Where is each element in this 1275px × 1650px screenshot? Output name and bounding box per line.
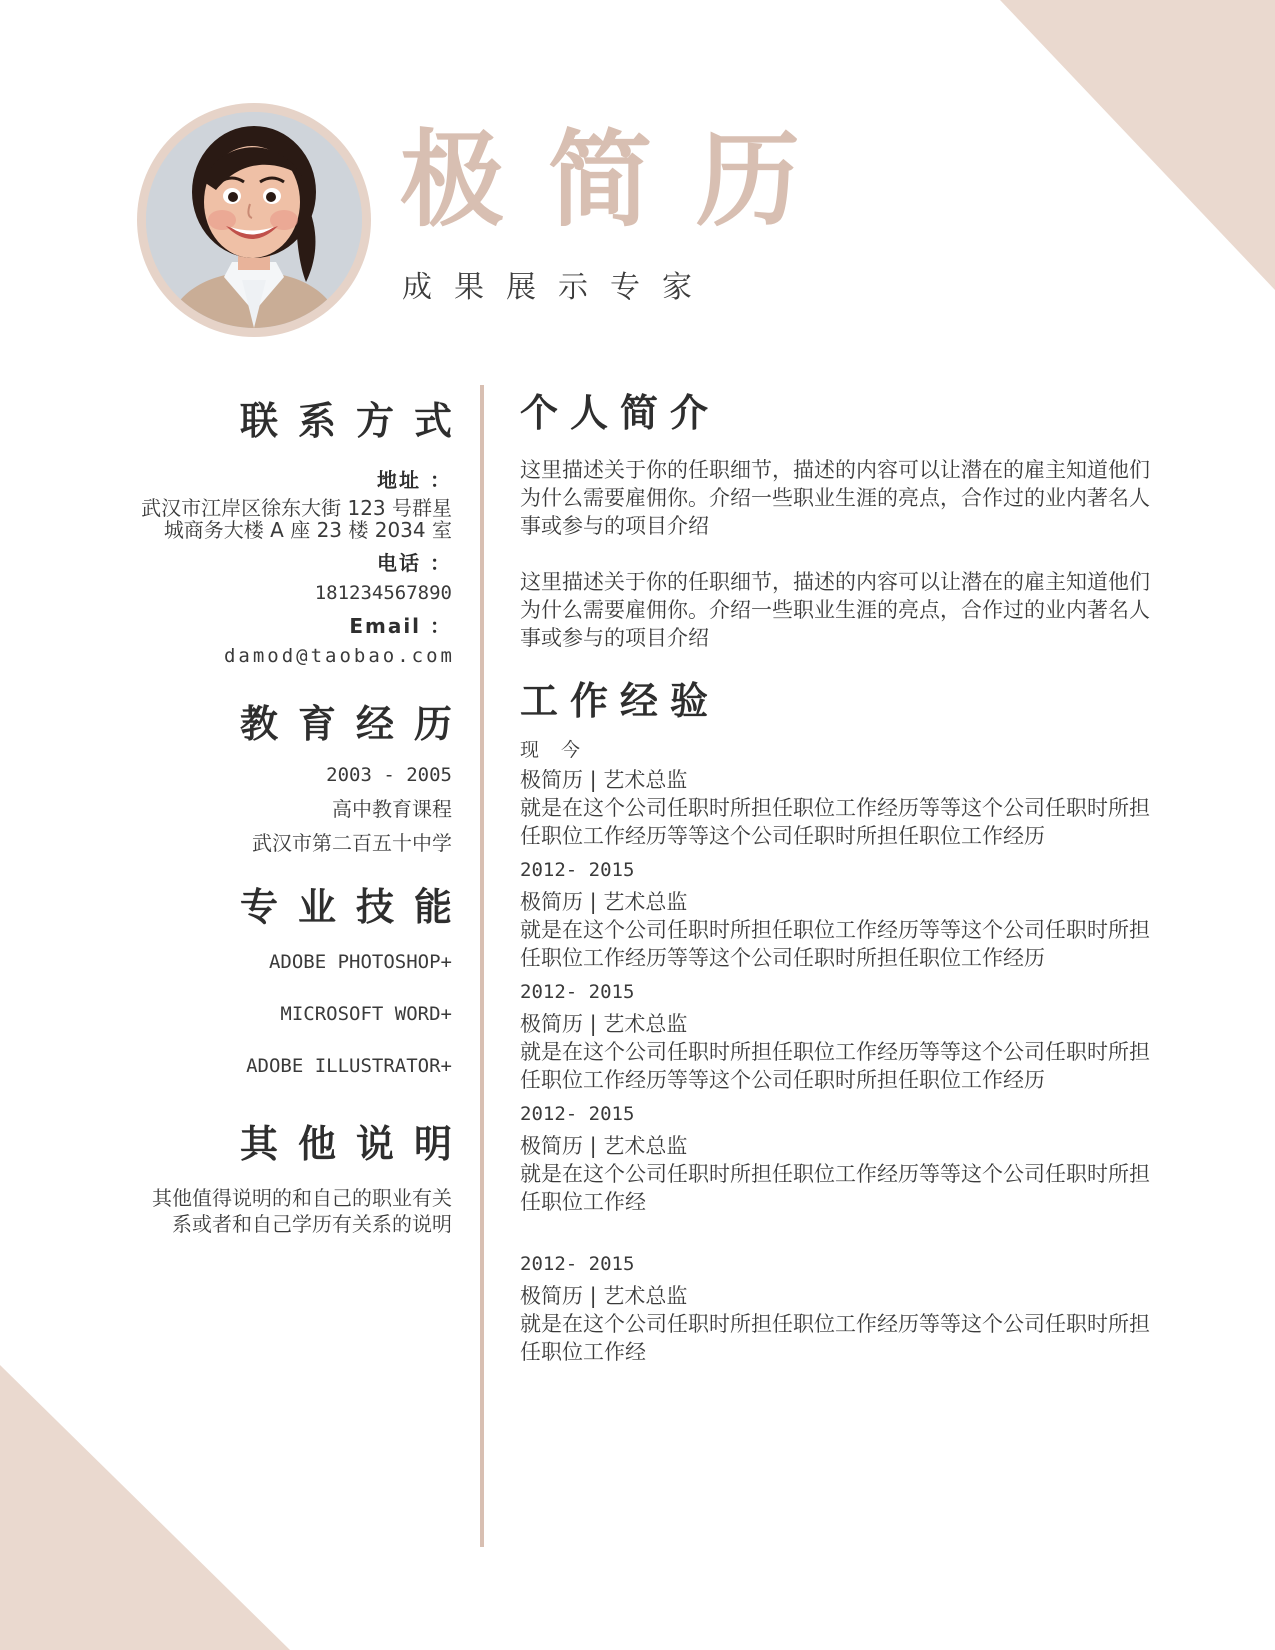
other-title: 其他说明 bbox=[239, 1122, 472, 1166]
job-title: 极简历 | 艺术总监 bbox=[520, 1284, 688, 1308]
skill-item: ADOBE PHOTOSHOP+ bbox=[268, 951, 452, 973]
work-section bbox=[520, 679, 1160, 1366]
job-description: 就是在这个公司任职时所担任职位工作经历等等这个公司任职时所担任职位工作经历等等这个公司任职时所担任职位工作经历 bbox=[520, 1040, 1150, 1092]
resume-name: 极简历 bbox=[400, 119, 845, 241]
job-date: 2012- 2015 bbox=[520, 981, 635, 1003]
contact-section bbox=[90, 399, 472, 667]
education-school: 武汉市第二百五十中学 bbox=[252, 831, 452, 855]
skill-item: ADOBE ILLUSTRATOR+ bbox=[246, 1055, 452, 1077]
education-section bbox=[90, 702, 472, 857]
job-entry bbox=[520, 856, 1160, 972]
job-title: 极简历 | 艺术总监 bbox=[520, 1134, 688, 1158]
job-entry bbox=[520, 736, 1160, 850]
resume-subtitle: 成果展示专家 bbox=[402, 270, 714, 305]
skill-item: MICROSOFT WORD+ bbox=[280, 1003, 452, 1025]
job-entry bbox=[520, 978, 1160, 1094]
job-date: 2012- 2015 bbox=[520, 1253, 635, 1275]
other-line2: 系或者和自己学历有关系的说明 bbox=[172, 1212, 452, 1236]
education-years: 2003 - 2005 bbox=[326, 764, 452, 786]
profile-paragraph: 这里描述关于你的任职细节，描述的内容可以让潜在的雇主知道他们为什么需要雇佣你。介绍一些职业生涯的亮点，合作过的业内著名人事或参与的项目介绍 bbox=[520, 458, 1150, 538]
skills-section bbox=[90, 885, 472, 1080]
phone-label: 电话 ： bbox=[377, 551, 452, 575]
job-entry bbox=[520, 1100, 1160, 1216]
profile-section bbox=[520, 391, 1160, 652]
job-description: 就是在这个公司任职时所担任职位工作经历等等这个公司任职时所担任职位工作经 bbox=[520, 1312, 1150, 1364]
job-description: 就是在这个公司任职时所担任职位工作经历等等这个公司任职时所担任职位工作经历等等这个公司任职时所担任职位工作经历 bbox=[520, 796, 1150, 848]
profile-paragraph: 这里描述关于你的任职细节，描述的内容可以让潜在的雇主知道他们为什么需要雇佣你。介绍一些职业生涯的亮点，合作过的业内著名人事或参与的项目介绍 bbox=[520, 570, 1150, 650]
column-divider bbox=[480, 385, 484, 1547]
job-date: 2012- 2015 bbox=[520, 1103, 635, 1125]
other-line1: 其他值得说明的和自己的职业有关 bbox=[152, 1186, 452, 1210]
profile-title: 个人简介 bbox=[520, 391, 721, 435]
education-course: 高中教育课程 bbox=[332, 797, 452, 821]
job-description: 就是在这个公司任职时所担任职位工作经历等等这个公司任职时所担任职位工作经 bbox=[520, 1162, 1150, 1214]
job-title: 极简历 | 艺术总监 bbox=[520, 890, 688, 914]
job-description: 就是在这个公司任职时所担任职位工作经历等等这个公司任职时所担任职位工作经历等等这个公司任职时所担任职位工作经历 bbox=[520, 918, 1150, 970]
email-value: damod@taobao.com bbox=[223, 645, 455, 667]
job-title: 极简历 | 艺术总监 bbox=[520, 1012, 688, 1036]
job-date: 2012- 2015 bbox=[520, 859, 635, 881]
skills-title: 专业技能 bbox=[239, 885, 472, 929]
job-entry bbox=[520, 1250, 1160, 1366]
job-date: 现 今 bbox=[520, 739, 589, 761]
education-title: 教育经历 bbox=[239, 702, 472, 746]
work-title: 工作经验 bbox=[520, 679, 721, 723]
email-label: Email ： bbox=[349, 614, 452, 638]
address-line2: 城商务大楼 A 座 23 楼 2034 室 bbox=[163, 518, 452, 542]
address-label: 地址 ： bbox=[377, 468, 452, 492]
phone-value: 181234567890 bbox=[314, 582, 452, 604]
profile-photo-frame bbox=[137, 103, 371, 337]
address-line1: 武汉市江岸区徐东大街 123 号群星 bbox=[141, 496, 452, 520]
other-section bbox=[90, 1122, 472, 1237]
corner-decoration-bottom-left bbox=[0, 1365, 290, 1650]
contact-title: 联系方式 bbox=[239, 399, 472, 443]
job-title: 极简历 | 艺术总监 bbox=[520, 768, 688, 792]
corner-decoration-top-right bbox=[1000, 0, 1275, 290]
profile-photo bbox=[146, 112, 362, 328]
